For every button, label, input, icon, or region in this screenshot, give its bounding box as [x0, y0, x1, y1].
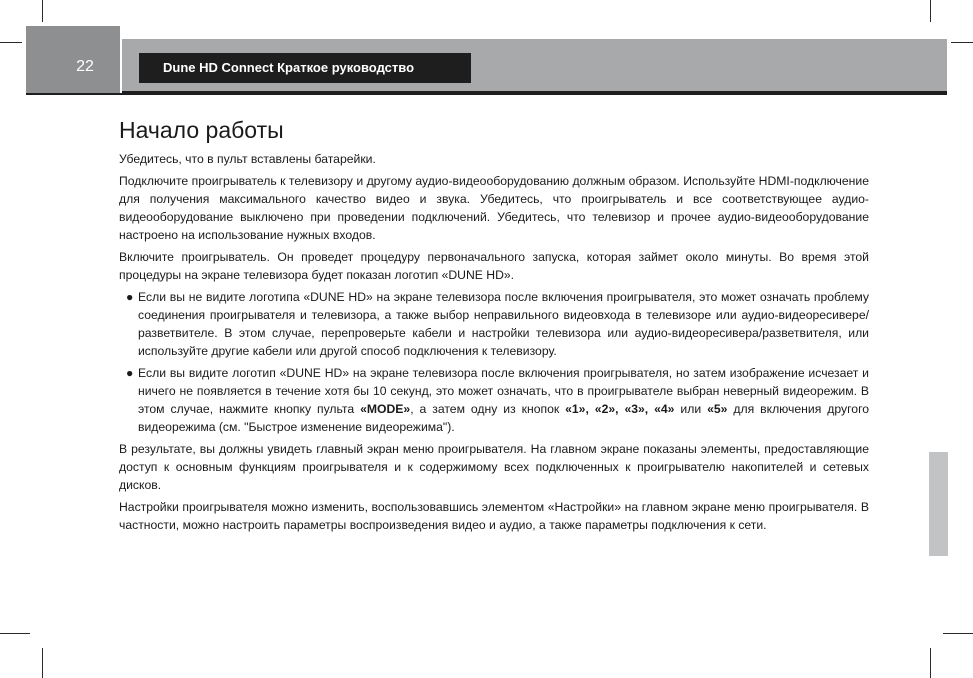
paragraph-batteries: Убедитесь, что в пульт вставлены батарейки.: [119, 152, 376, 166]
bullet-text: , а затем одну из кнопок: [410, 402, 566, 416]
crop-mark: [0, 42, 22, 43]
crop-mark: [0, 633, 30, 634]
bullet-item-no-logo: [119, 288, 869, 360]
header-divider: [120, 39, 122, 93]
crop-mark: [42, 648, 43, 678]
manual-title: Dune HD Connect Краткое руководство: [139, 53, 471, 83]
bullet-text: Если вы видите логотип «DUNE HD» на экране телевизора после включения проигрывателя, но затем изображение исчезает и ничего не появляется в течение хотя бы 10 секунд, это может означать, что в проигрывателе выбран неверный видеорежим. В этом случае, нажмите кнопку пульта: [138, 366, 869, 416]
bullet-icon: ●: [126, 366, 134, 380]
mode-key-label: «MODE»: [360, 402, 411, 416]
crop-mark: [951, 42, 973, 43]
section-title: Начало работы: [119, 117, 284, 143]
header-rule: [26, 91, 947, 95]
key5-label: «5»: [707, 402, 728, 416]
page-number: 22: [76, 58, 94, 75]
bullet-item-video-mode: [119, 364, 869, 436]
paragraph-power-on: Включите проигрыватель. Он проведет процедуру первоначального запуска, которая займет около минуты. Во время этой процедуры на экране телевизора будет показан логотип «DUNE HD».: [119, 250, 869, 282]
paragraph-main-menu: В результате, вы должны увидеть главный экран меню проигрывателя. На главном экране показаны элементы, предоставляющие доступ к основным функциям проигрывателя и к содержимому всех подключенных к проигрывателю накопителей и сетевых дисков.: [119, 442, 869, 492]
bullet-text: для включения другого видеорежима (см. "Быстрое изменение видеорежима").: [138, 402, 870, 434]
crop-mark: [930, 648, 931, 678]
section-content: [119, 116, 869, 538]
crop-mark: [42, 0, 43, 22]
bullet-text: или: [674, 402, 708, 416]
side-tab: [929, 452, 948, 556]
number-keys-label: «1», «2», «3», «4»: [565, 402, 675, 416]
bullet-list: [119, 288, 869, 436]
bullet-text: Если вы не видите логотипа «DUNE HD» на экране телевизора после включения проигрывателя, это может означать проблему соединения проигрывателя и телевизора, а также выбор неправильного видеовхода в телевизоре или аудио-видеоресивере/разветвителе. В этом случае, перепроверьте кабели и настройки телевизора или аудио-видеоресивера/разветвителя, или используйте другие кабели или другой способ подключения к телевизору.: [138, 290, 869, 358]
paragraph-connect: Подключите проигрыватель к телевизору и другому аудио-видеооборудованию должным образом. Используйте HDMI-подключение для получения максимального качество видео и звука. Убедитесь, что проигрыватель и все соответствующее аудио-видеооборудование выключено при проведении подключений. Убедитесь, что телевизор и прочее аудио-видеооборудование настроено на использование нужных входов.: [119, 174, 869, 242]
crop-mark: [930, 0, 931, 22]
bullet-icon: ●: [126, 290, 134, 304]
paragraph-settings: Настройки проигрывателя можно изменить, воспользовавшись элементом «Настройки» на главном экране меню проигрывателя. В частности, можно настроить параметры воспроизведения видео и аудио, а также параметры подключения к сети.: [119, 500, 869, 532]
crop-mark: [943, 633, 973, 634]
